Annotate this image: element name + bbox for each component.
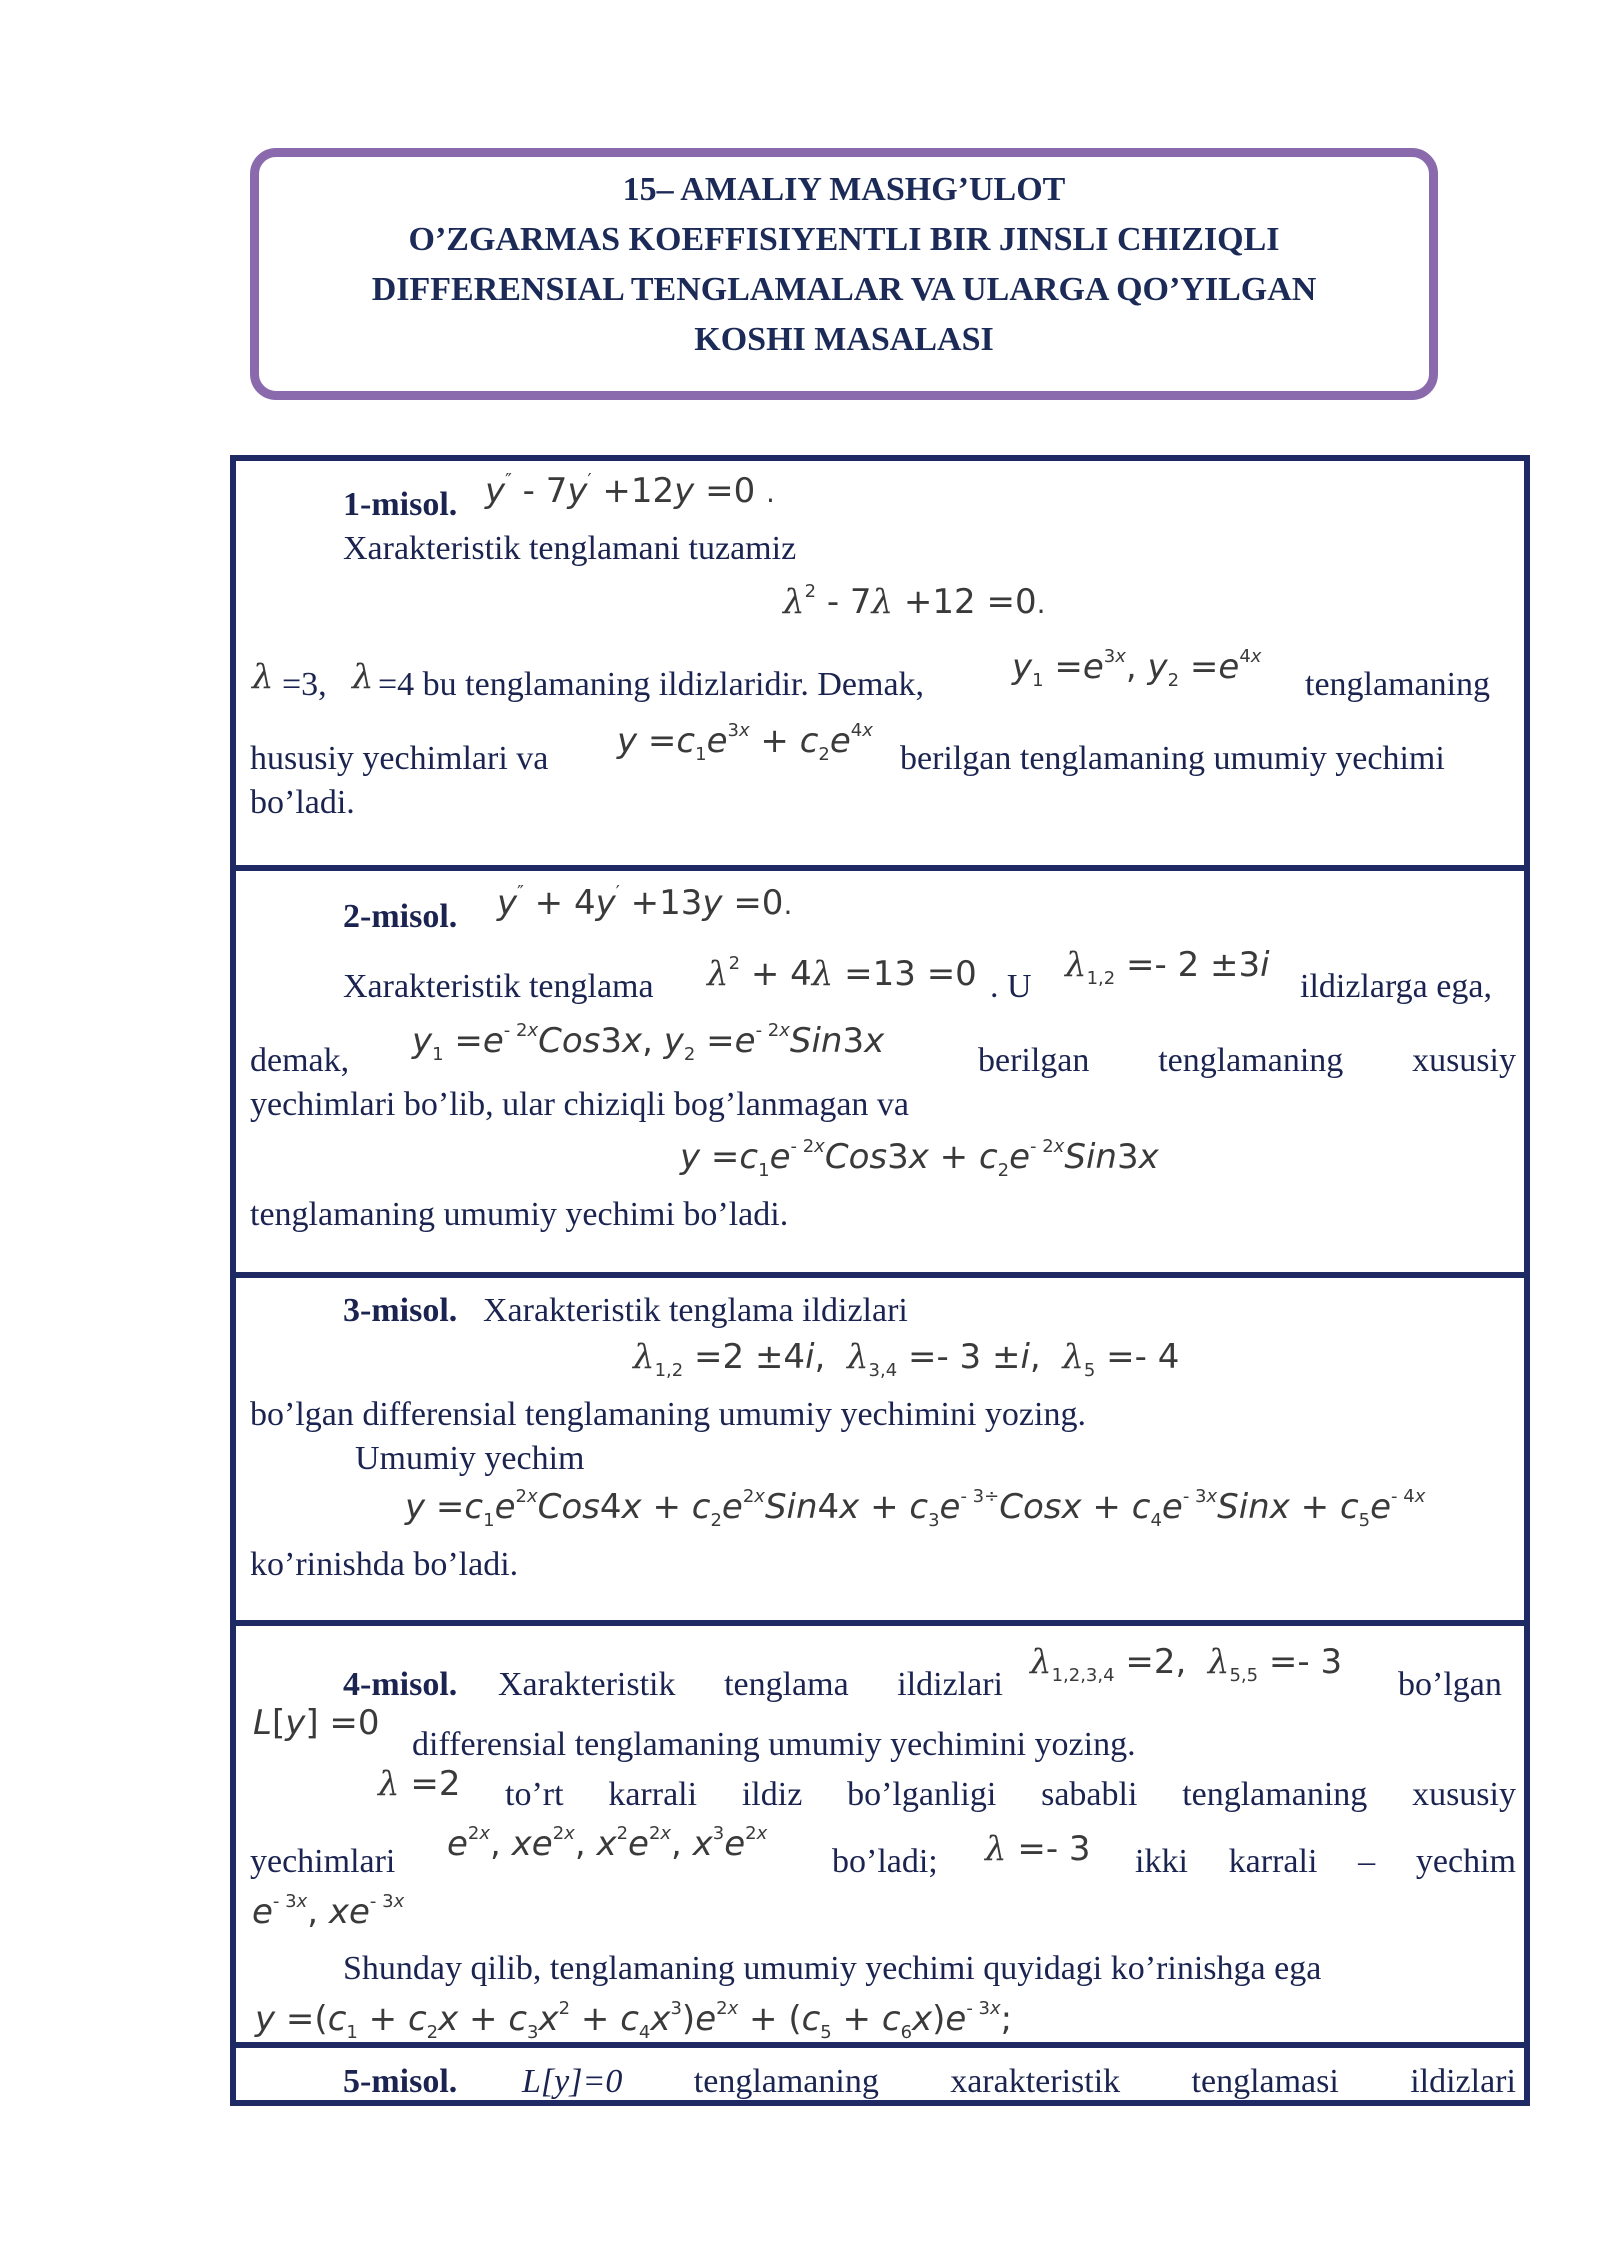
ex4-word: xususiy — [1412, 1776, 1516, 1813]
ex4-word: Xarakteristik — [498, 1666, 676, 1703]
ex3-roots: $\lambda_{1,2} =2 \pm 4i$, $\lambda_{3,4} =- 3 \pm i$, $\lambda_5 =- 4$ — [633, 1337, 1180, 1381]
divider-2 — [230, 1272, 1530, 1278]
ex3-line2: bo’lgan differensial tenglamaning umumiy yechimini yozing. — [250, 1396, 1086, 1433]
ex4-word: karrali — [1228, 1843, 1318, 1880]
ex2-line1b: . U — [990, 968, 1032, 1005]
ex5-word: tenglamaning — [693, 2063, 879, 2100]
ex2-line3: yechimlari bo’lib, ular chiziqli bog’lanmagan va — [250, 1086, 909, 1123]
ex4-line1-words — [498, 1668, 1003, 1702]
ex4-roots: $\lambda_{1,2,3,4} =2$, $\lambda_{5,5} =- 3$ — [1030, 1642, 1343, 1686]
ex4-line4-words — [1135, 1845, 1516, 1879]
ex4-boladi: bo’ladi; — [832, 1843, 938, 1880]
ex1-tenglamaning: tenglamaning — [1305, 666, 1491, 703]
ex4-general-solution: $y =(c_1 + c_2x + c_3x^2 + c_4x^3)e^{2x} + (c_5 + c_6x)e^{- 3x}$; — [255, 1998, 1013, 2043]
ex2-particular-solutions: $y_1 =e^{- 2x}Cos3x$, $y_2 =e^{- 2x}Sin3x$ — [412, 1020, 885, 1065]
ex4-word: karrali — [608, 1776, 698, 1813]
ex1-hususiy: hususiy yechimlari va — [250, 740, 549, 777]
title-line-4: KOSHI MASALASI — [694, 321, 994, 358]
ex1-berilgan: berilgan tenglamaning umumiy yechimi — [900, 740, 1445, 777]
ex5-word: tenglamasi — [1191, 2063, 1339, 2100]
ex5-word: ildizlari — [1410, 2063, 1516, 2100]
ex4-word: tenglamaning — [1182, 1776, 1368, 1813]
ex4-word: yechim — [1415, 1843, 1516, 1880]
ex1-roots-a: =3, — [282, 666, 327, 703]
divider-3 — [230, 1620, 1530, 1626]
ex1-general-solution: $y =c_1e^{3x} + c_2e^{4x}$ — [617, 720, 873, 765]
ex5-operator: L[y]=0 — [522, 2063, 623, 2100]
divider-1 — [230, 865, 1530, 871]
ex4-word: to’rt — [505, 1776, 564, 1813]
ex2-line1c: ildizlarga ega, — [1300, 968, 1492, 1005]
ex5-line1-words — [522, 2065, 1516, 2099]
ex2-word: berilgan — [978, 1042, 1090, 1079]
title-line-1: 15– AMALIY MASHG’ULOT — [622, 171, 1066, 208]
ex2-equation: y″ + 4y′ +13y =0. — [497, 882, 793, 923]
lambda-symbol: λ — [252, 657, 274, 697]
ex4-word: bo’lganligi — [847, 1776, 997, 1813]
ex2-line1a: Xarakteristik tenglama — [343, 968, 654, 1005]
lambda-symbol: λ — [352, 657, 374, 697]
ex3-general-solution: $y =c_1e^{2x}Cos4x + c_2e^{2x}Sin4x$ + $c_3e^{- 3\div}Cosx$ + $c_4e^{- 3x}Sinx + c_5e^{- 4x}$ — [405, 1486, 1426, 1531]
ex2-word: tenglamaning — [1158, 1042, 1344, 1079]
ex5-word: xarakteristik — [950, 2063, 1121, 2100]
ex4-word: ildiz — [741, 1776, 803, 1813]
ex1-particular-solutions: $y_1 =e^{3x}$, $y_2 =e^{4x}$ — [1012, 646, 1262, 691]
ex4-yechimlari: yechimlari — [250, 1843, 396, 1880]
ex1-char-eq: $\lambda^2 - 7\lambda +12 =0$. — [783, 581, 1046, 622]
ex2-roots: $\lambda_{1,2} =- 2 \pm 3i$ — [1065, 945, 1270, 989]
ex4-word: ildizlari — [897, 1666, 1003, 1703]
ex4-lambda-2: λ =2 — [378, 1764, 461, 1804]
ex2-line2-words — [978, 1044, 1516, 1078]
ex4-particular-solutions: $e^{2x}$, $xe^{2x}$, $x^2e^{2x}$, $x^3e^{2x}$ — [447, 1823, 768, 1864]
ex2-general-solution: $y =c_1e^{- 2x}Cos3x + c_2e^{- 2x}Sin3x$ — [680, 1136, 1159, 1181]
title-line-2: O’ZGARMAS KOEFFISIYENTLI BIR JINSLI CHIZIQLI — [408, 221, 1280, 258]
ex4-word: tenglama — [724, 1666, 849, 1703]
ex4-operator: L[y] =0 — [253, 1703, 380, 1743]
ex4-word: – — [1358, 1843, 1376, 1880]
ex1-equation: y″ - 7y′ +12y =0 . — [485, 470, 775, 511]
ex2-demak: demak, — [250, 1042, 350, 1079]
ex1-boladi: bo’ladi. — [250, 784, 355, 821]
ex4-line5: Shunday qilib, tenglamaning umumiy yechimi quyidagi ko’rinishga ega — [343, 1950, 1322, 1987]
ex4-bolgan: bo’lgan — [1398, 1666, 1502, 1703]
ex4-line2: differensial tenglamaning umumiy yechimini yozing. — [412, 1726, 1136, 1763]
ex3-line4: ko’rinishda bo’ladi. — [250, 1546, 519, 1583]
ex4-line3-words — [505, 1778, 1516, 1812]
title-box — [250, 148, 1438, 400]
ex1-roots-b: =4 bu tenglamaning ildizlaridir. Demak, — [378, 666, 925, 703]
ex4-solutions-minus3: $e^{- 3x}$, $xe^{- 3x}$ — [252, 1891, 405, 1932]
ex2-line4: tenglamaning umumiy yechimi bo’ladi. — [250, 1196, 789, 1233]
ex3-line1: Xarakteristik tenglama ildizlari — [483, 1292, 908, 1329]
ex3-label: 3-misol. — [343, 1292, 458, 1329]
divider-4 — [230, 2042, 1530, 2048]
ex4-lambda-minus3: λ =- 3 — [985, 1829, 1091, 1869]
ex1-line1: Xarakteristik tenglamani tuzamiz — [343, 530, 797, 567]
ex4-word: ikki — [1135, 1843, 1188, 1880]
ex4-word: sababli — [1041, 1776, 1138, 1813]
table-top-border — [230, 455, 1530, 461]
ex4-label: 4-misol. — [343, 1666, 458, 1703]
table-bottom-border — [230, 2100, 1530, 2106]
ex1-label: 1-misol. — [343, 486, 458, 523]
ex2-label: 2-misol. — [343, 898, 458, 935]
ex2-char-eq: $\lambda^2 + 4\lambda =13 =0$ — [707, 953, 977, 994]
ex2-word: xususiy — [1412, 1042, 1516, 1079]
ex3-line3: Umumiy yechim — [355, 1440, 585, 1477]
title-line-3: DIFFERENSIAL TENGLAMALAR VA ULARGA QO’YILGAN — [371, 271, 1317, 308]
ex5-label: 5-misol. — [343, 2063, 458, 2100]
